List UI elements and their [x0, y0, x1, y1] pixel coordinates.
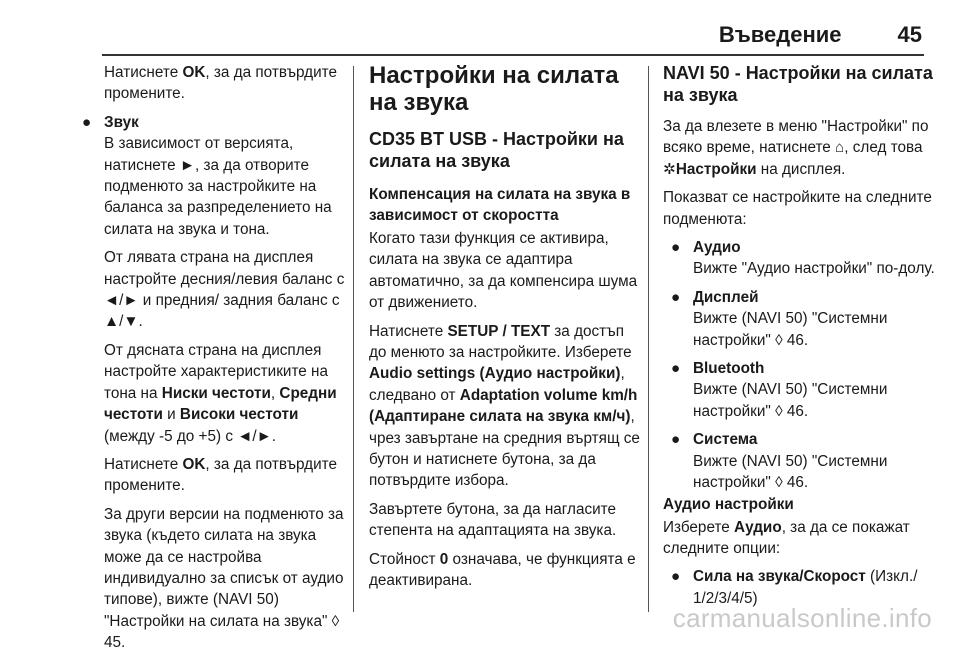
submenus-paragraph: Показват се настройките на следните подменюта: — [663, 189, 932, 228]
sound-bullet — [82, 112, 348, 133]
bullet-dot: ● — [671, 288, 681, 306]
list-item: ● Bluetooth Вижте (NAVI 50) "Системни настройки" ◊ 46. — [671, 360, 888, 420]
submenu-list — [663, 237, 939, 493]
column-divider-2 — [648, 66, 649, 612]
column-1 — [82, 62, 348, 661]
settings-access-paragraph: За да влезете в меню "Настройки" по всяко време, натиснете ⌂, след това ✲Настройки на дисплея. — [663, 118, 929, 178]
navi-title: NAVI 50 - Настройки на силата на звука — [663, 63, 933, 105]
header-rule — [102, 54, 924, 56]
home-icon: ⌂ — [835, 139, 845, 157]
balance-paragraph: От лявата страна на дисплея настройте десния/левия баланс с ◄/► и предния/ задния баланс с ▲/▼. — [104, 249, 345, 331]
page-header — [719, 22, 922, 48]
watermark: carmanualsonline.info — [672, 603, 932, 633]
audio-settings-heading: Аудио настройки — [663, 495, 794, 513]
list-item: ● Сила на звука/Скорост (Изкл./ 1/2/3/4/5) — [671, 568, 918, 607]
column-2 — [369, 62, 643, 599]
section-title: Настройки на силата на звука — [369, 62, 619, 116]
gear-icon: ✲ — [663, 160, 676, 178]
other-versions-paragraph: За други версии на подменюто за звука (където силата на звука може да се настройва индивидуално за списък от аудио типове), вижте (NAVI 50) "Настройки на силата на звука" ◊ 45. — [104, 505, 344, 652]
confirm-paragraph-1: Натиснете OK, за да потвърдите промените. — [104, 64, 337, 103]
confirm-paragraph-2: Натиснете OK, за да потвърдите промените. — [104, 455, 337, 495]
page-number: 45 — [897, 22, 922, 47]
speed-compensation-paragraph: Когато тази функция се активира, силата на звука се адаптира автоматично, за да компенсира шума от движението. — [369, 230, 638, 312]
sound-paragraph: В зависимост от версията, натиснете ►, за да отворите подменюто за настройките на баланса за разпределението на силата на звука и тона. — [104, 135, 332, 238]
list-item: ● Дисплей Вижте (NAVI 50) "Системни настройки" ◊ 46. — [671, 288, 888, 349]
setup-paragraph: Натиснете SETUP / TEXT за достъп до менюто за настройките. Изберете Audio settings (Аудио настройки), следвано от Adaptation volume km/h (Адаптиране силата на звука км/ч), чрез завъртане на средния въртящ се бутон и натиснете бутона, за да потвърдите избора. — [369, 322, 640, 490]
list-item: ● Система Вижте (NAVI 50) "Системни настройки" ◊ 46. — [671, 431, 888, 492]
adjust-paragraph: Завъртете бутона, за да нагласите степента на адаптацията на звука. — [369, 500, 617, 540]
bullet-dot: ● — [671, 360, 681, 378]
bullet-dot: ● — [82, 113, 92, 131]
column-3 — [663, 62, 939, 616]
bullet-dot: ● — [671, 431, 681, 449]
section-subtitle: CD35 BT USB - Настройки на силата на звука — [369, 129, 624, 171]
zero-value-paragraph: Стойност 0 означава, че функцията е деактивирана. — [369, 550, 636, 590]
bullet-dot: ● — [671, 568, 681, 586]
header-title: Въведение — [718, 22, 842, 47]
speed-compensation-heading: Компенсация на силата на звука в зависимост от скоростта — [369, 186, 631, 224]
sound-heading: Звук — [104, 113, 139, 131]
bullet-dot: ● — [671, 239, 681, 257]
audio-select-paragraph: Изберете Аудио, за да се покажат следните опции: — [663, 518, 910, 557]
column-divider-1 — [353, 66, 354, 612]
list-item: ● Аудио Вижте "Аудио настройки" по-долу. — [671, 239, 935, 278]
tone-paragraph: От дясната страна на дисплея настройте характеристиките на тона на Ниски честоти, Средни честоти и Високи честоти (между -5 до +5) с ◄/►. — [104, 341, 337, 445]
